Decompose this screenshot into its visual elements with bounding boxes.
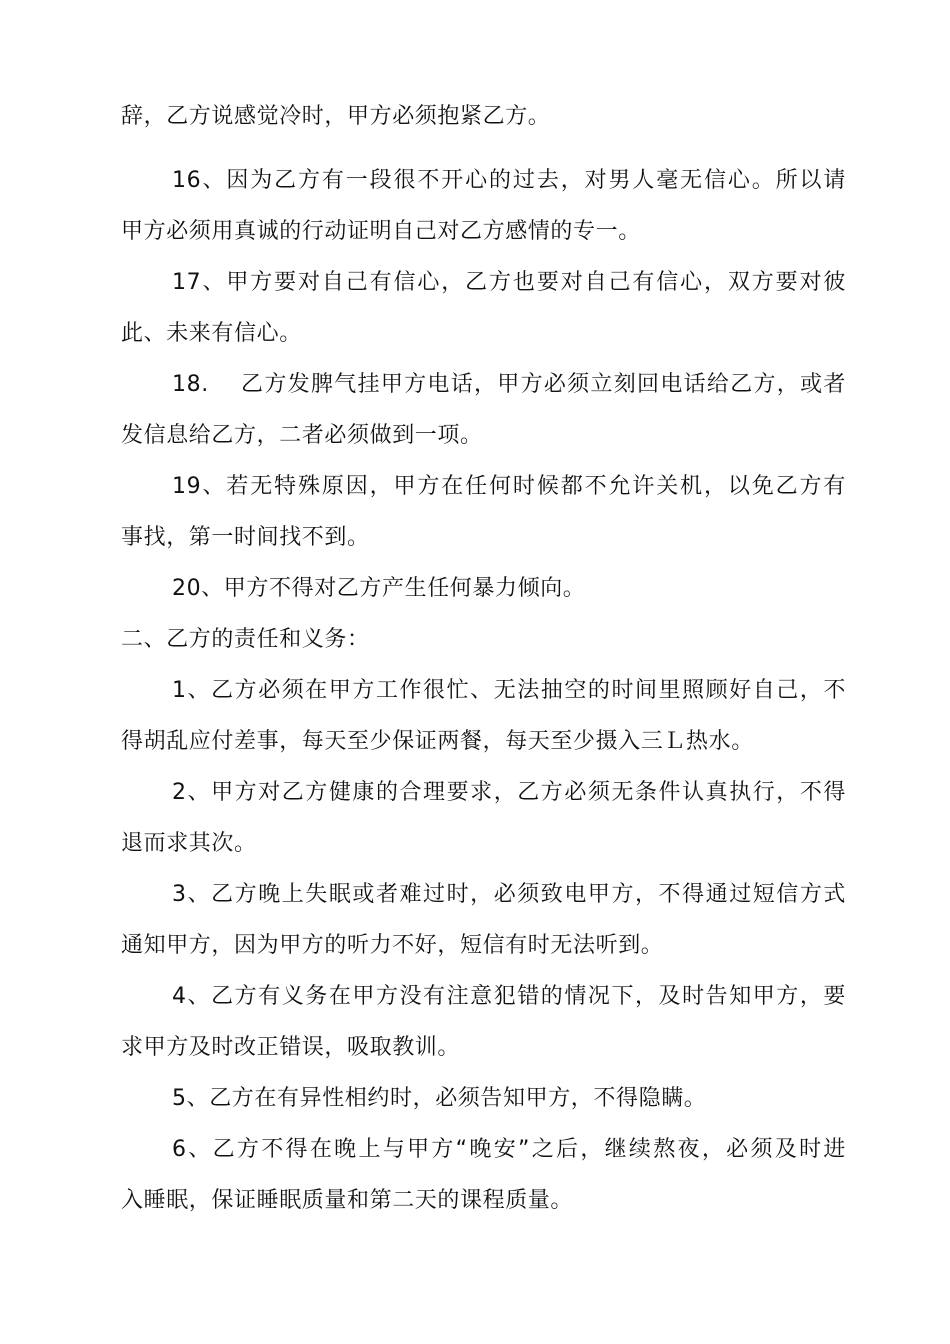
text-line: 2、甲方对乙方健康的合理要求，乙方必须无条件认真执行，不得: [172, 780, 846, 805]
text-line: 得胡乱应付差事，每天至少保证两餐，每天至少摄入三Ｌ热水。: [121, 729, 754, 754]
text-line: 事找，第一时间找不到。: [121, 525, 370, 550]
text-line: 入睡眠，保证睡眠质量和第二天的课程质量。: [121, 1188, 574, 1213]
text-line: 发信息给乙方，二者必须做到一项。: [121, 423, 483, 448]
text-line: 辞，乙方说感觉冷时，甲方必须抱紧乙方。: [121, 104, 551, 129]
text-line: 17、甲方要对自己有信心，乙方也要对自己有信心，双方要对彼: [172, 270, 846, 295]
text-line: 3、乙方晚上失眠或者难过时，必须致电甲方，不得通过短信方式: [172, 882, 846, 907]
text-line: 19、若无特殊原因，甲方在任何时候都不允许关机，以免乙方有: [172, 474, 846, 499]
text-line: 5、乙方在有异性相约时，必须告知甲方，不得隐瞒。: [172, 1086, 707, 1111]
text-line: 1、乙方必须在甲方工作很忙、无法抽空的时间里照顾好自己，不: [172, 678, 846, 703]
text-line: 18. 乙方发脾气挂甲方电话，甲方必须立刻回电话给乙方，或者: [172, 372, 846, 397]
text-line: 此、未来有信心。: [121, 321, 302, 346]
text-line: 甲方必须用真诚的行动证明自己对乙方感情的专一。: [121, 219, 641, 244]
text-line: 通知甲方，因为甲方的听力不好，短信有时无法听到。: [121, 933, 664, 958]
text-line: 16、因为乙方有一段很不开心的过去，对男人毫无信心。所以请: [172, 168, 846, 193]
text-line: 6、乙方不得在晚上与甲方“晚安”之后，继续熬夜，必须及时进: [172, 1137, 846, 1162]
text-line: 20、甲方不得对乙方产生任何暴力倾向。: [172, 576, 586, 601]
section-heading: 二、乙方的责任和义务：: [121, 627, 370, 652]
text-line: 求甲方及时改正错误，吸取教训。: [121, 1035, 461, 1060]
text-line: 4、乙方有义务在甲方没有注意犯错的情况下，及时告知甲方，要: [172, 984, 846, 1009]
text-line: 退而求其次。: [121, 831, 257, 856]
